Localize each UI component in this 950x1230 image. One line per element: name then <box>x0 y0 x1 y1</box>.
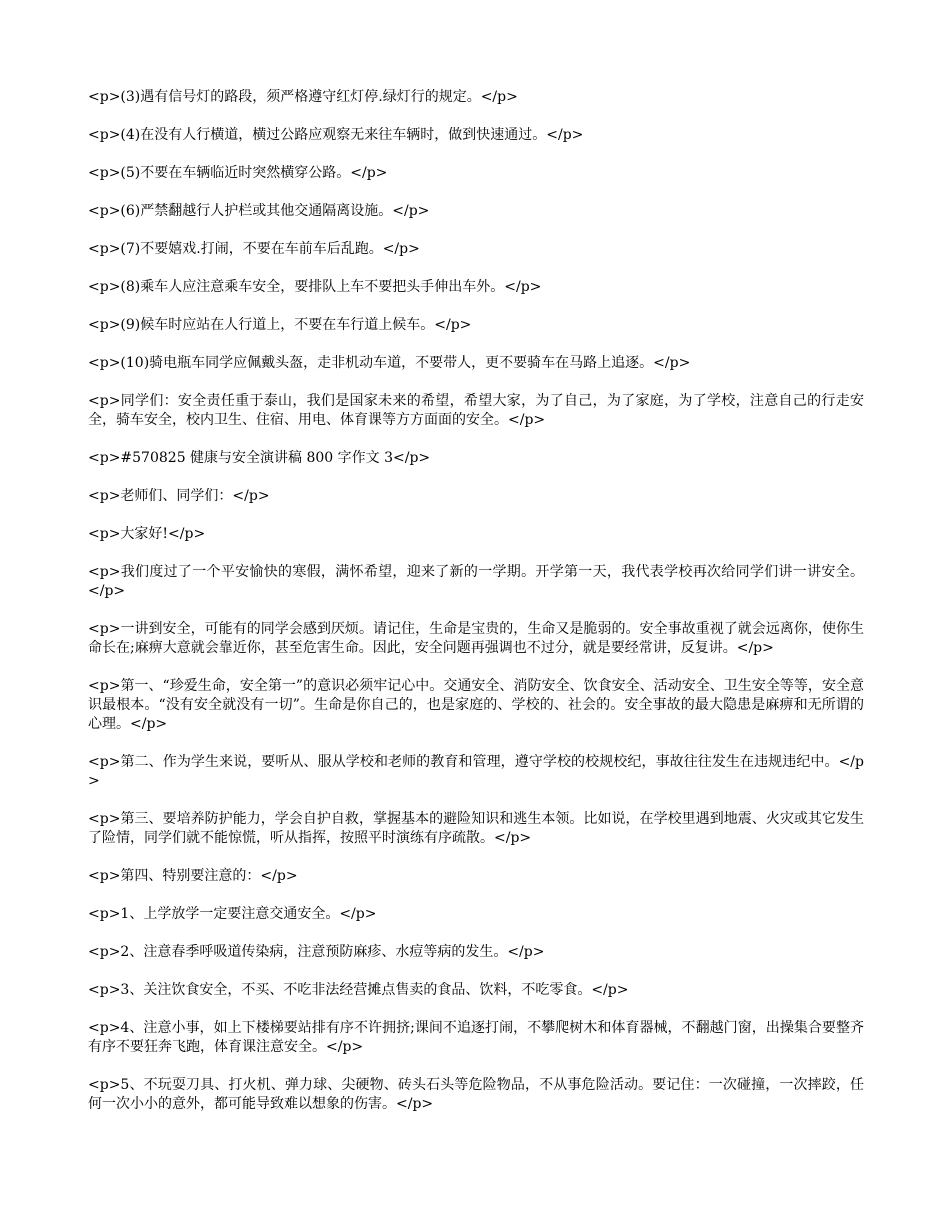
paragraph-8: <p>(10)骑电瓶车同学应佩戴头盔，走非机动车道，不要带人，更不要骑车在马路上追逐。</p> <box>88 355 691 371</box>
paragraph-14: <p>一讲到安全，可能有的同学会感到厌烦。请记住，生命是宝贵的，生命又是脆弱的。安全事故重视了就会远离你，使你生命长在;麻痹大意就会靠近你，甚至危害生命。因此，安全问题再强调也不过分，就是要经常讲，反复讲。</p> <box>88 621 864 656</box>
paragraph-11: <p>老师们、同学们：</p> <box>88 488 270 504</box>
paragraph-1: <p>(3)遇有信号灯的路段，须严格遵守红灯停.绿灯行的规定。</p> <box>88 89 518 105</box>
paragraph-6: <p>(8)乘车人应注意乘车安全，要排队上车不要把头手伸出车外。</p> <box>88 279 542 295</box>
paragraph-20: <p>2、注意春季呼吸道传染病，注意预防麻疹、水痘等病的发生。</p> <box>88 944 545 960</box>
paragraph-21: <p>3、关注饮食安全，不买、不吃非法经营摊点售卖的食品、饮料，不吃零食。</p> <box>88 982 629 998</box>
document-page <box>88 88 864 1133</box>
paragraph-22: <p>4、注意小事，如上下楼梯要站排有序不许拥挤;课间不追逐打闹，不攀爬树木和体育器械，不翻越门窗，出操集合要整齐有序不要狂奔飞跑，体育课注意安全。</p> <box>88 1020 864 1055</box>
paragraph-15: <p>第一、“珍爱生命，安全第一”的意识必须牢记心中。交通安全、消防安全、饮食安全、活动安全、卫生安全等等，安全意识最根本。“没有安全就没有一切”。生命是你自己的，也是家庭的、学校的、社会的。安全事故的最大隐患是麻痹和无所谓的心理。</p> <box>88 678 864 732</box>
paragraph-19: <p>1、上学放学一定要注意交通安全。</p> <box>88 906 377 922</box>
paragraph-4: <p>(6)严禁翻越行人护栏或其他交通隔离设施。</p> <box>88 203 430 219</box>
paragraph-3: <p>(5)不要在车辆临近时突然横穿公路。</p> <box>88 165 388 181</box>
paragraph-7: <p>(9)候车时应站在人行道上，不要在车行道上候车。</p> <box>88 317 472 333</box>
section-heading: <p>#570825 健康与安全演讲稿 800 字作文 3</p> <box>88 450 431 466</box>
paragraph-23: <p>5、不玩耍刀具、打火机、弹力球、尖硬物、砖头石头等危险物品，不从事危险活动。要记住：一次碰撞，一次摔跤，任何一次小小的意外，都可能导致难以想象的伤害。</p> <box>88 1077 864 1112</box>
paragraph-9: <p>同学们：安全责任重于泰山，我们是国家未来的希望，希望大家，为了自己，为了家庭，为了学校，注意自己的行走安全，骑车安全，校内卫生、住宿、用电、体育课等方方面面的安全。</p> <box>88 393 864 428</box>
paragraph-13: <p>我们度过了一个平安愉快的寒假，满怀希望，迎来了新的一学期。开学第一天，我代表学校再次给同学们讲一讲安全。</p> <box>88 564 864 599</box>
paragraph-18: <p>第四、特别要注意的：</p> <box>88 868 298 884</box>
paragraph-2: <p>(4)在没有人行横道，横过公路应观察无来往车辆时，做到快速通过。</p> <box>88 127 584 143</box>
paragraph-16: <p>第二、作为学生来说，要听从、服从学校和老师的教育和管理，遵守学校的校规校纪，事故往往发生在违规违纪中。</p> <box>88 754 864 789</box>
paragraph-12: <p>大家好!</p> <box>88 526 206 542</box>
paragraph-5: <p>(7)不要嬉戏.打闹，不要在车前车后乱跑。</p> <box>88 241 420 257</box>
paragraph-17: <p>第三、要培养防护能力，学会自护自救，掌握基本的避险知识和逃生本领。比如说，在学校里遇到地震、火灾或其它发生了险情，同学们就不能惊慌，听从指挥，按照平时演练有序疏散。</p> <box>88 811 864 846</box>
